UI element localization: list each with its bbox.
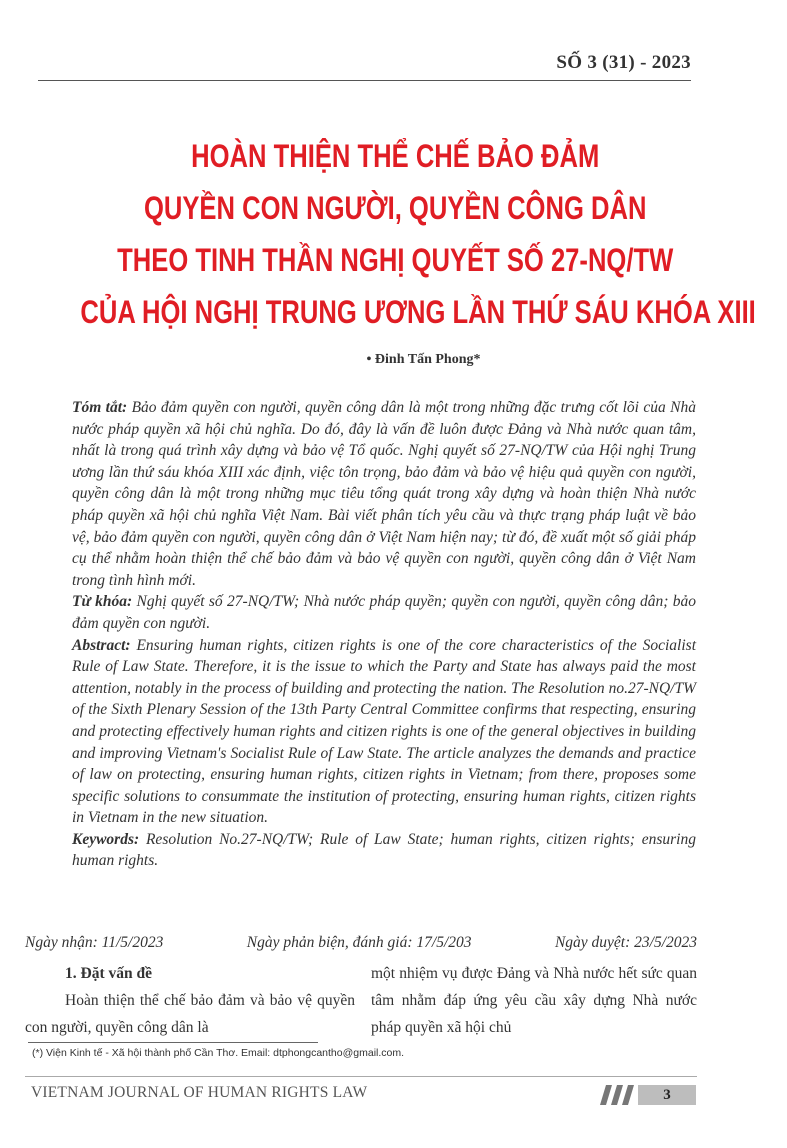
title-line: QUYỀN CON NGƯỜI, QUYỀN CÔNG DÂN [143, 190, 647, 226]
date-reviewed: Ngày phản biện, đánh giá: 17/5/203 [246, 934, 472, 951]
footnote: (*) Viện Kinh tế - Xã hội thành phố Cần Thơ. Email: dtphongcantho@gmail.com. [32, 1047, 405, 1059]
keywords-text: Resolution No.27-NQ/TW; Rule of Law State; human rights, citizen rights; ensuring human rights. [72, 830, 696, 870]
body-column-left [25, 960, 355, 1041]
title-line: CỦA HỘI NGHỊ TRUNG ƯƠNG LẦN THỨ SÁU KHÓA XIII [80, 294, 756, 330]
body-column-right [371, 960, 697, 1041]
tomtat-paragraph [72, 397, 696, 591]
body-text-left: Hoàn thiện thể chế bảo đảm và bảo vệ quyền con người, quyền công dân là [25, 992, 355, 1036]
body-text-right: một nhiệm vụ được Đảng và Nhà nước hết sức quan tâm nhằm đáp ứng yêu cầu xây dựng Nhà nước pháp quyền xã hội chủ [371, 965, 697, 1036]
keywords-label: Keywords: [72, 830, 140, 848]
abstract-paragraph [72, 635, 696, 829]
slash-decoration-icon [600, 1085, 634, 1105]
journal-name: VIETNAM JOURNAL OF HUMAN RIGHTS LAW [31, 1084, 368, 1101]
tomtat-label: Tóm tắt: [72, 399, 128, 416]
tukhoa-label: Từ khóa: [72, 593, 133, 611]
title-line: HOÀN THIỆN THỂ CHẾ BẢO ĐẢM [191, 138, 600, 174]
title-line: THEO TINH THẦN NGHỊ QUYẾT SỐ 27-NQ/TW [117, 242, 674, 278]
section-heading: 1. Đặt vấn đề [65, 965, 152, 982]
tukhoa-text: Nghị quyết số 27-NQ/TW; Nhà nước pháp quyền; quyền con người, quyền công dân; bảo đảm quyền con người. [72, 593, 696, 632]
date-received: Ngày nhận: 11/5/2023 [25, 934, 164, 951]
date-approved: Ngày duyệt: 23/5/2023 [554, 934, 697, 951]
article-title [80, 130, 756, 338]
article-dates [25, 934, 697, 952]
abstract-text: Ensuring human rights, citizen rights is one of the core characteristics of the Socialist Rule of Law State. Therefore, it is the issue to which the Party and State has always paid the most attention, notably in the process of building and protecting the nation. The Resolution no.27-NQ/TW of the Sixth Plenary Session of the 13th Party Central Committee confirms that respecting, ensuring and protecting effectively human rights and citizen rights is one of the general objectives in building and improving Vietnam's Socialist Rule of Law State. The article analyzes the demands and practice of law on protecting, ensuring human rights, citizen rights in Vietnam; from there, proposes some specific solutions to consummate the institution of protecting, ensuring human rights, citizen rights in Vietnam in the new situation. [72, 636, 697, 827]
footer-divider [25, 1076, 697, 1077]
issue-number: SỐ 3 (31) - 2023 [556, 52, 691, 73]
page-number: 3 [638, 1085, 696, 1105]
tomtat-text: Bảo đảm quyền con người, quyền công dân là một trong những đặc trưng cốt lõi của Nhà nước pháp quyền xã hội chủ nghĩa. Do đó, đây là vấn đề luôn được Đảng và Nhà nước quan tâm, nhất là trong quá trình xây dựng và bảo vệ Tổ quốc. Nghị quyết số 27-NQ/TW của Hội nghị Trung ương lần thứ sáu khóa XIII xác định, việc tôn trọng, bảo đảm và bảo vệ hiệu quả quyền con người, quyền công dân là một trong những mục tiêu tổng quát trong xây dựng và hoàn thiện Nhà nước pháp quyền xã hội chủ nghĩa Việt Nam. Bài viết phân tích yêu cầu và thực trạng pháp luật về bảo vệ, bảo đảm quyền con người, quyền công dân ở Việt Nam hiện nay; từ đó, đề xuất một số giải pháp cụ thể nhằm hoàn thiện thể chế bảo đảm và bảo vệ quyền con người, quyền công dân ở Việt Nam trong tình hình mới. [72, 399, 696, 589]
keywords-paragraph [72, 829, 696, 872]
footnote-divider [28, 1042, 318, 1043]
abstract-label: Abstract: [72, 636, 131, 654]
header-divider [38, 80, 691, 81]
author-name: • Đinh Tấn Phong* [366, 352, 481, 367]
abstract-section [72, 397, 696, 872]
tukhoa-paragraph [72, 591, 696, 634]
